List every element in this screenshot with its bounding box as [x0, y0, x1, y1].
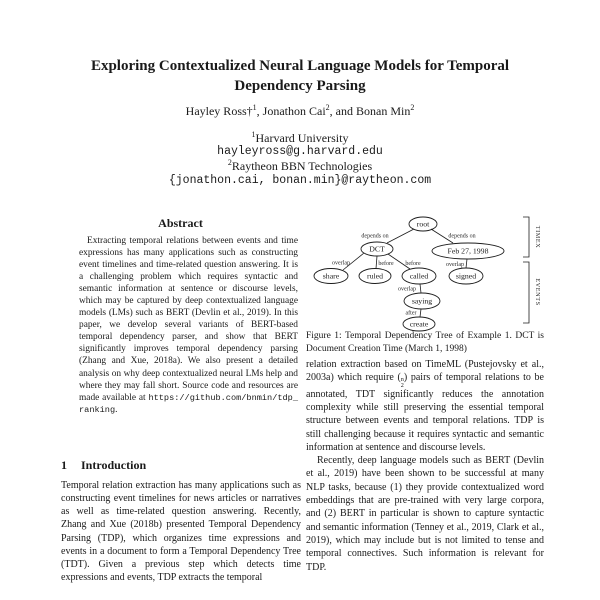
authors-line — [0, 104, 600, 119]
affiliation-1 — [0, 131, 600, 146]
right-column-body — [306, 358, 544, 574]
timex-bracket — [523, 217, 529, 257]
author-2: , Jonathon Cai — [256, 104, 326, 118]
binom-open-paren: ( — [397, 372, 401, 384]
timex-axis-label: TIMEX — [534, 225, 541, 249]
affiliation-1-name: Harvard University — [255, 131, 349, 145]
edge-label-depends-on-right: depends on — [448, 233, 476, 240]
para1-text-b: pairs of temporal relations to be annotated, TDT significantly reduces the annotation complexity while still preserving the essential temporal structure between events and temporal relations. TDP is still challenging because it requires syntactic and semantic information at sentence and discourse levels. — [306, 372, 544, 453]
author-3-affil-mark: 2 — [410, 103, 415, 112]
affiliation-2 — [0, 159, 600, 174]
edge-label-before-ruled: before — [378, 261, 394, 267]
node-signed-label: signed — [455, 271, 477, 281]
edge-label-after-create: after — [405, 310, 417, 317]
para1-text-a: relation extraction based on TimeML (Pustejovsky et al., 2003a) which require — [306, 359, 544, 384]
section-title: Introduction — [81, 458, 147, 472]
github-link[interactable]: https://github.com/bnmin/tdp_ranking — [79, 392, 298, 415]
edge-label-overlap-signed: overlap — [446, 262, 464, 268]
node-root-label: root — [416, 219, 430, 229]
node-ruled-label: ruled — [366, 271, 384, 281]
paper-title-line1: Exploring Contextualized Neural Language Models for Temporal — [90, 58, 510, 74]
abstract-text-end: . — [115, 404, 118, 415]
binom-close-paren: ) — [403, 372, 408, 384]
edge-label-depends-on-left: depends on — [361, 233, 389, 240]
paper-title-line2: Dependency Parsing — [234, 77, 366, 94]
right-column-paragraph-1 — [306, 358, 544, 454]
paper-title — [40, 57, 560, 96]
edge-label-overlap-share: overlap — [332, 260, 350, 267]
abstract-paragraph — [79, 235, 298, 416]
affiliation-2-mark: 2 — [227, 158, 232, 167]
node-dct-label: DCT — [369, 244, 385, 254]
email-2: {jonathon.cai, bonan.min}@raytheon.com — [168, 174, 432, 187]
email-1: hayleyross@g.harvard.edu — [217, 145, 383, 158]
section-number: 1 — [61, 458, 67, 472]
edge-label-overlap-saying: overlap — [398, 286, 416, 293]
author-1-affil-mark: 1 — [252, 103, 257, 112]
node-feb-label: Feb 27, 1998 — [447, 246, 489, 256]
binom-k: 2 — [400, 381, 404, 389]
edge-dct-ruled — [376, 256, 377, 269]
abstract-heading: Abstract — [158, 216, 203, 230]
binom-n: n — [400, 376, 404, 384]
abstract-text: Extracting temporal relations between events and time expressions has many applications such as constructing event timelines and time-related question answering. It is a challenging problem which requires syntactic and semantic information at sentence or discourse levels, which may be captured by deep contextualized language models (LMs) such as BERT (Devlin et al., 2019). In this paper, we develop several variants of BERT-based temporal dependency parser, and show that BERT significantly improves temporal dependency parsing (Zhang and Xue, 2018a). We also present a detailed analysis on why deep contextualized neural LMs help and where they may fall short. Source code and resources are made available at — [79, 236, 298, 403]
author-3: , and Bonan Min — [329, 104, 411, 118]
introduction-body — [61, 479, 301, 584]
edge-called-saying — [420, 284, 421, 293]
events-bracket — [523, 262, 529, 323]
abstract-body — [79, 235, 298, 416]
binomial-coefficient — [397, 372, 408, 389]
affiliation-1-mark: 1 — [251, 130, 256, 139]
node-share-label: share — [322, 271, 340, 281]
figure-1-temporal-dependency-tree — [307, 210, 547, 332]
edge-label-before-called: before — [405, 261, 421, 267]
edge-saying-create — [420, 309, 421, 317]
section-heading-introduction — [61, 458, 146, 473]
node-create-label: create — [409, 319, 429, 329]
right-column-paragraph-2: Recently, deep language models such as BERT (Devlin et al., 2019) have been shown to be successful at many NLP tasks, because (1) they provide contextualized word embeddings that are pre-trained with very large corpora, and (2) BERT in particular is shown to capture syntactic and semantic information (Tenney et al., 2019, Clark et al., 2019), which may include but is not limited to tense and temporal connectives. Such information is relevant for TDP. — [306, 455, 544, 573]
node-saying-label: saying — [411, 296, 433, 306]
author-2-affil-mark: 2 — [325, 103, 330, 112]
edge-feb-signed — [466, 259, 467, 268]
node-called-label: called — [409, 271, 429, 281]
author-1: Hayley Ross† — [185, 104, 253, 118]
edge-root-dct — [387, 229, 414, 243]
events-axis-label: EVENTS — [534, 278, 541, 306]
introduction-paragraph: Temporal relation extraction has many applications such as constructing event timelines for news articles or narratives as well as time-related question answering. Recently, Zhang and Xue (2018b) presented Temporal Dependency Parsing (TDP), which organizes time expressions and events in a document to form a Temporal Dependency Tree (TDT). Given a previous step which detects time expressions and events, TDP extracts the temporal — [61, 480, 301, 584]
figure-1-caption: Figure 1: Temporal Dependency Tree of Example 1. DCT is Document Creation Time (March 1, 1998) — [306, 331, 544, 354]
affiliation-2-name: Raytheon BBN Technologies — [231, 159, 373, 173]
